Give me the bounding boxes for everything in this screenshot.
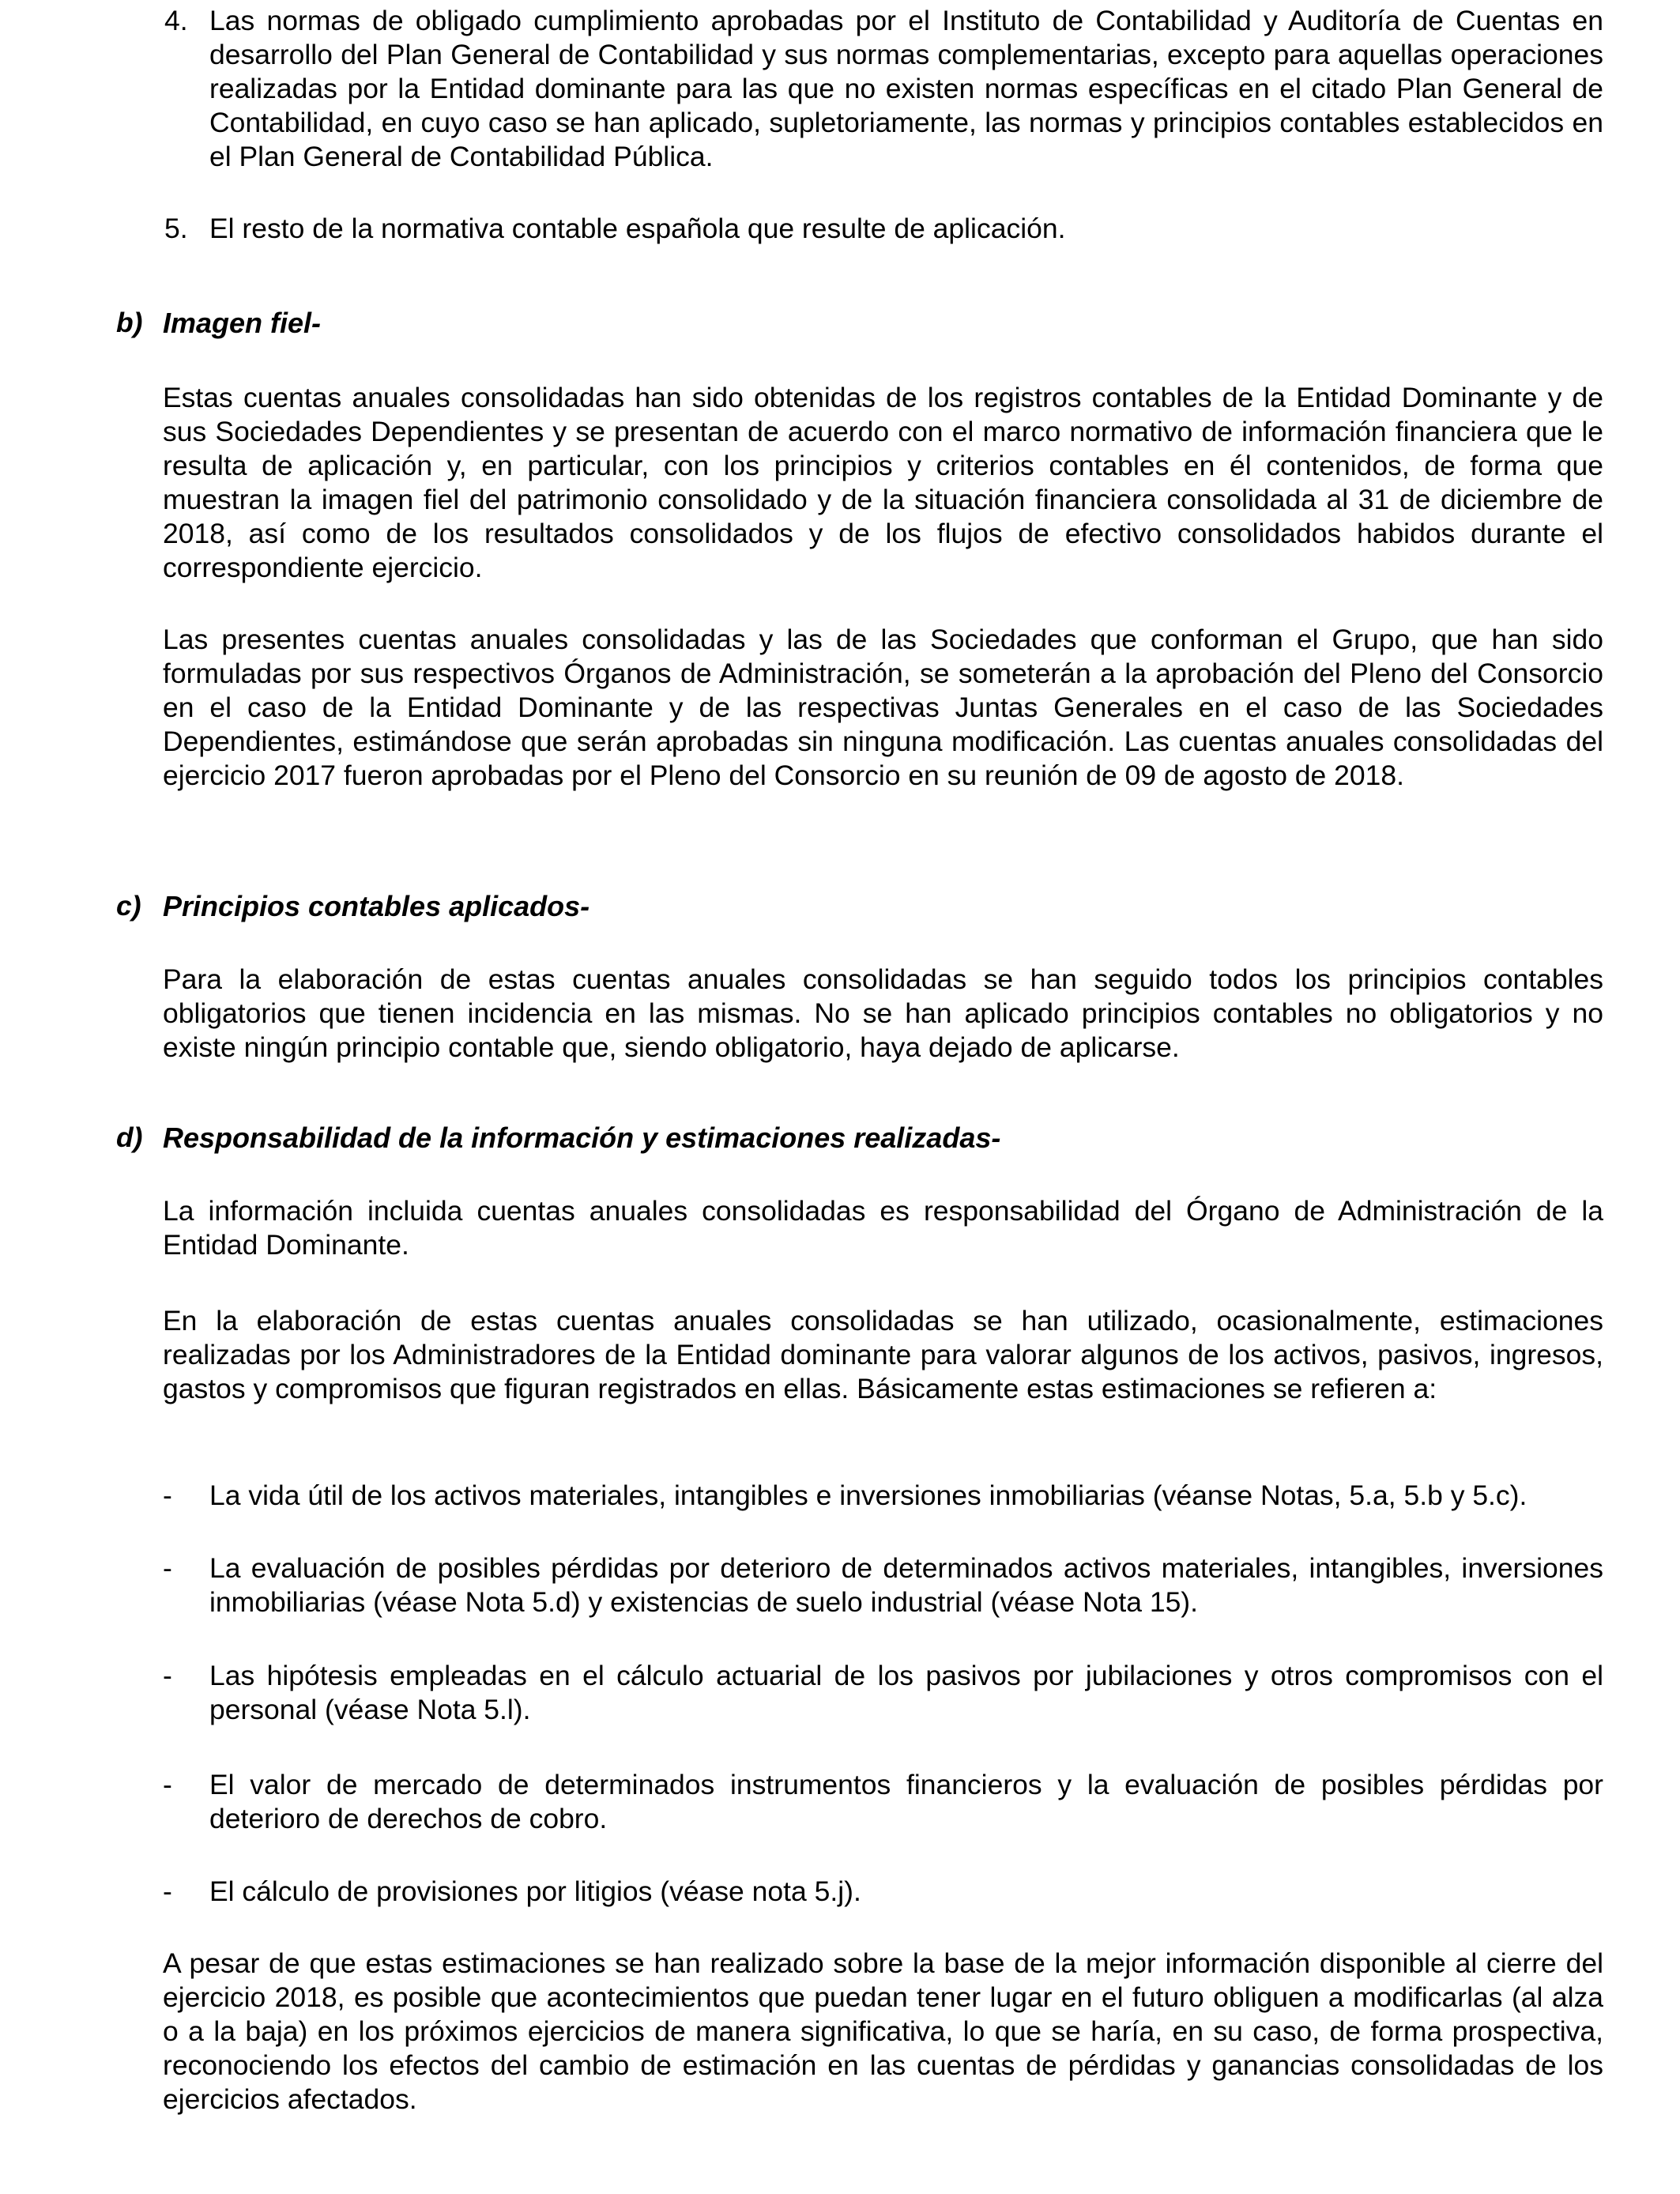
bullet-item-3: Las hipótesis empleadas en el cálculo actuarial de los pasivos por jubilaciones y otros compromisos con el personal (véase Nota 5.l). [209,1660,1603,1725]
section-c-title: Principios contables aplicados- [163,890,590,922]
section-b-letter: b) [116,307,143,338]
list-number-4: 4. [164,5,188,36]
section-d-title: Responsabilidad de la información y estimaciones realizadas- [163,1122,1001,1154]
bullet-marker-5: - [163,1875,172,1907]
section-b-title: Imagen fiel- [163,307,322,339]
bullet-marker-4: - [163,1769,172,1800]
section-d-closing-paragraph: A pesar de que estas estimaciones se han realizado sobre la base de la mejor información disponible al cierre del ejercicio 2018, es posible que acontecimientos que puedan tener lugar en el futuro obliguen a modificarlas (al alza o a la baja) en los próximos ejercicios de manera significativa, lo que se haría, en su caso, de forma prospectiva, reconociendo los efectos del cambio de estimación en las cuentas de pérdidas y ganancias consolidadas de los ejercicios afectados. [163,1947,1603,2115]
bullet-item-5: El cálculo de provisiones por litigios (véase nota 5.j). [209,1875,861,1907]
bullet-marker-1: - [163,1480,172,1511]
bullet-marker-3: - [163,1660,172,1691]
section-d-paragraph-1: La información incluida cuentas anuales consolidadas es responsabilidad del Órgano de Administración de la Entidad Dominante. [163,1195,1603,1261]
section-b-paragraph-2: Las presentes cuentas anuales consolidadas y las de las Sociedades que conforman el Grupo, que han sido formuladas por sus respectivos Órganos de Administración, se someterán a la aprobación del Pleno del Consorcio en el caso de la Entidad Dominante y de las respectivas Juntas Generales en el caso de las Sociedades Dependientes, estimándose que serán aprobadas sin ninguna modificación. Las cuentas anuales consolidadas del ejercicio 2017 fueron aprobadas por el Pleno del Consorcio en su reunión de 09 de agosto de 2018. [163,624,1603,791]
section-c-letter: c) [116,890,141,922]
section-d-paragraph-2: En la elaboración de estas cuentas anuales consolidadas se han utilizado, ocasionalmente, estimaciones realizadas por los Administradores de la Entidad dominante para valorar algunos de los activos, pasivos, ingresos, gastos y compromisos que figuran registrados en ellas. Básicamente estas estimaciones se refieren a: [163,1305,1603,1404]
bullet-item-1: La vida útil de los activos materiales, intangibles e inversiones inmobiliarias (véanse Notas, 5.a, 5.b y 5.c). [209,1480,1527,1511]
section-d-letter: d) [116,1122,143,1153]
section-b-paragraph-1: Estas cuentas anuales consolidadas han sido obtenidas de los registros contables de la Entidad Dominante y de sus Sociedades Dependientes y se presentan de acuerdo con el marco normativo de información financiera que le resulta de aplicación y, en particular, con los principios y criterios contables en él contenidos, de forma que muestran la imagen fiel del patrimonio consolidado y de la situación financiera consolidada al 31 de diciembre de 2018, así como de los resultados consolidados y de los flujos de efectivo consolidados habidos durante el correspondiente ejercicio. [163,382,1603,583]
list-item-4-text: Las normas de obligado cumplimiento aprobadas por el Instituto de Contabilidad y Auditoría de Cuentas en desarrollo del Plan General de Contabilidad y sus normas complementarias, excepto para aquellas operaciones realizadas por la Entidad dominante para las que no existen normas específicas en el citado Plan General de Contabilidad, en cuyo caso se han aplicado, supletoriamente, las normas y principios contables establecidos en el Plan General de Contabilidad Pública. [209,5,1603,172]
bullet-item-4: El valor de mercado de determinados instrumentos financieros y la evaluación de posibles pérdidas por deterioro de derechos de cobro. [209,1769,1603,1834]
bullet-marker-2: - [163,1552,172,1584]
bullet-item-2: La evaluación de posibles pérdidas por deterioro de determinados activos materiales, intangibles, inversiones inmobiliarias (véase Nota 5.d) y existencias de suelo industrial (véase Nota 15). [209,1552,1603,1618]
list-item-5-text: El resto de la normativa contable española que resulte de aplicación. [209,213,1066,244]
list-number-5: 5. [164,213,188,244]
section-c-paragraph-1: Para la elaboración de estas cuentas anuales consolidadas se han seguido todos los principios contables obligatorios que tienen incidencia en las mismas. No se han aplicado principios contables no obligatorios y no existe ningún principio contable que, siendo obligatorio, haya dejado de aplicarse. [163,963,1603,1063]
